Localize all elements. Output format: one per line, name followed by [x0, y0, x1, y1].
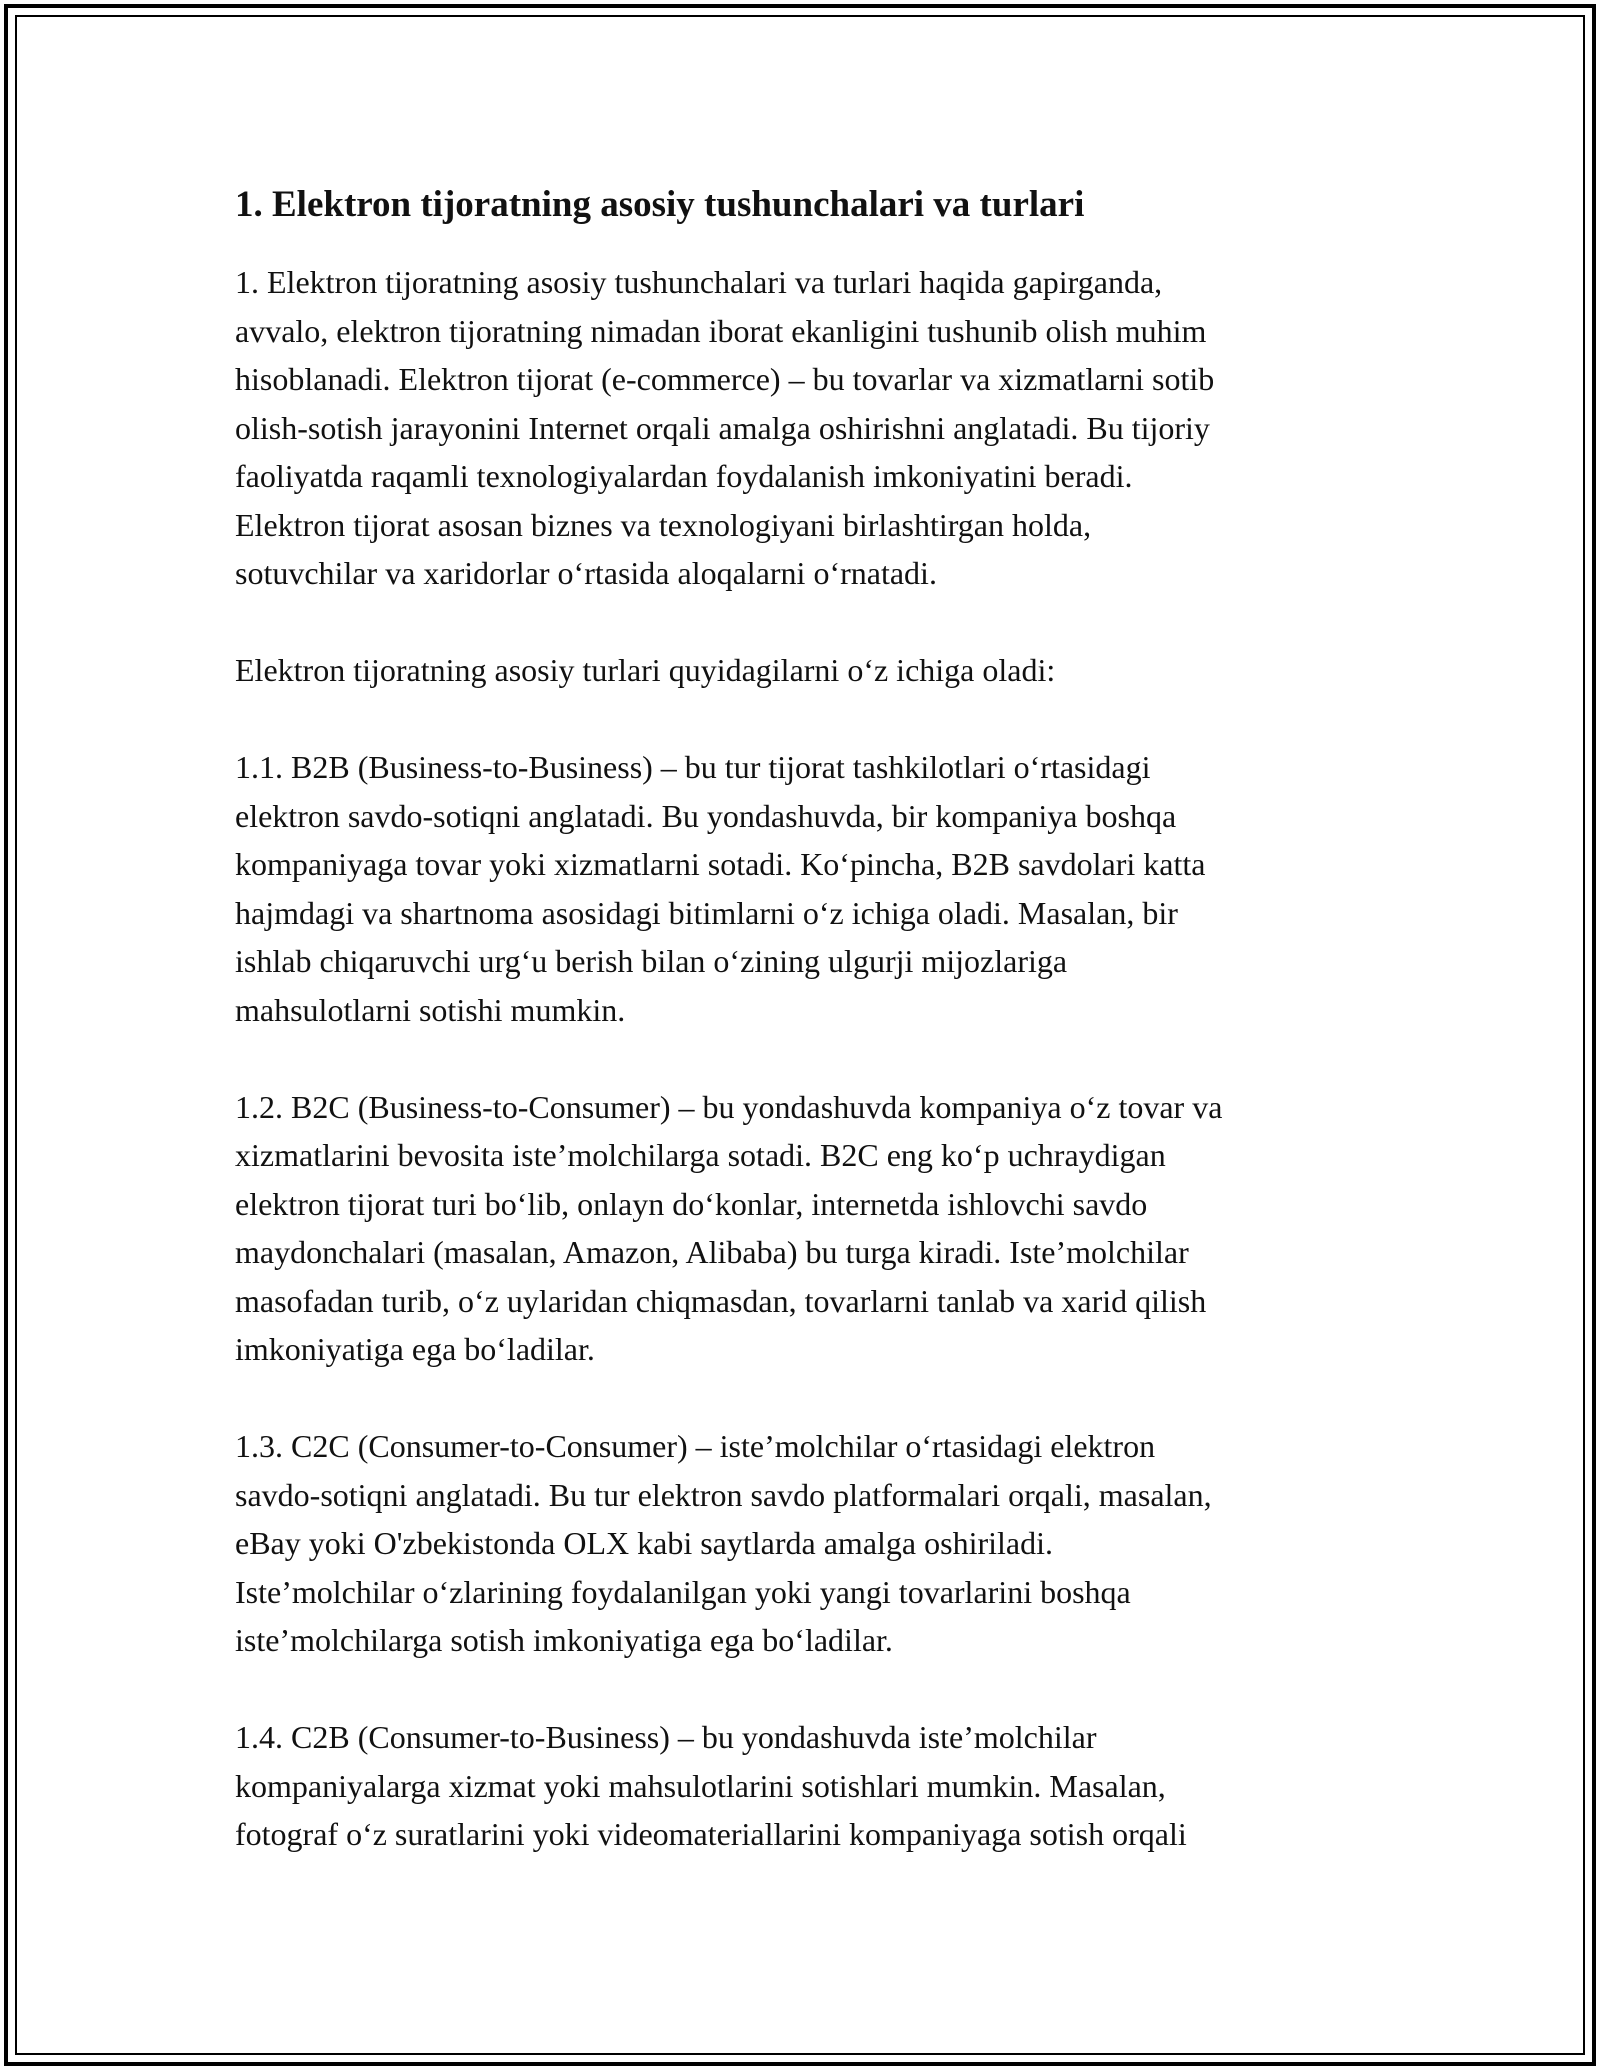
text-line: hajmdagi va shartnoma asosidagi bitimlarni oʻz ichiga oladi. Masalan, bir [235, 894, 1178, 931]
text-line: mahsulotlarni sotishi mumkin. [235, 991, 626, 1028]
text-line: xizmatlarini bevosita isteʼmolchilarga sotadi. B2C eng koʻp uchraydigan [235, 1137, 1166, 1173]
text-line: 1.3. C2C (Consumer-to-Consumer) – isteʼmolchilar oʻrtasidagi elektron [235, 1428, 1156, 1464]
paragraph [235, 743, 1375, 1034]
text-line: Isteʼmolchilar oʻzlarining foydalanilgan yoki yangi tovarlarini boshqa [235, 1573, 1131, 1610]
text-line: sotuvchilar va xaridorlar oʻrtasida aloqalarni oʻrnatadi. [235, 555, 937, 591]
text-line: Elektron tijorat asosan biznes va texnologiyani birlashtirgan holda, [235, 506, 1092, 543]
text-line: elektron tijorat turi boʻlib, onlayn doʻkonlar, internetda ishlovchi savdo [235, 1185, 1148, 1222]
paragraph [235, 1083, 1375, 1374]
text-line: 1. Elektron tijoratning asosiy tushunchalari va turlari haqida gapirganda, [235, 264, 1163, 300]
text-line: hisoblanadi. Elektron tijorat (e-commerce) – bu tovarlar va xizmatlarni sotib [235, 361, 1215, 397]
paragraph-list [235, 258, 1375, 1859]
text-line: Elektron tijoratning asosiy turlari quyidagilarni oʻz ichiga oladi: [235, 652, 1056, 688]
text-line: eBay yoki O'zbekistonda OLX kabi saytlarda amalga oshiriladi. [235, 1525, 1053, 1561]
text-line: 1.4. C2B (Consumer-to-Business) – bu yondashuvda isteʼmolchilar [235, 1719, 1097, 1755]
text-line: imkoniyatiga ega boʻladilar. [235, 1331, 595, 1367]
text-line: avvalo, elektron tijoratning nimadan iborat ekanligini tushunib olish muhim [235, 312, 1207, 349]
text-line: ishlab chiqaruvchi urgʻu berish bilan oʻzining ulgurji mijozlariga [235, 943, 1068, 979]
text-line: 1.1. B2B (Business-to-Business) – bu tur tijorat tashkilotlari oʻrtasidagi [235, 749, 1151, 785]
text-line: masofadan turib, oʻz uylaridan chiqmasdan, tovarlarni tanlab va xarid qilish [235, 1282, 1207, 1319]
text-line: kompaniyaga tovar yoki xizmatlarni sotadi. Koʻpincha, B2B savdolari katta [235, 846, 1206, 882]
document-title: 1. Elektron tijoratning asosiy tushunchalari va turlari [235, 184, 1085, 225]
text-line: kompaniyalarga xizmat yoki mahsulotlarini sotishlari mumkin. Masalan, [235, 1767, 1166, 1804]
text-line: faoliyatda raqamli texnologiyalardan foydalanish imkoniyatini beradi. [235, 458, 1133, 494]
text-line: olish-sotish jarayonini Internet orqali amalga oshirishni anglatadi. Bu tijoriy [235, 409, 1210, 446]
text-line: savdo-sotiqni anglatadi. Bu tur elektron savdo platformalari orqali, masalan, [235, 1476, 1212, 1513]
text-line: maydonchalari (masalan, Amazon, Alibaba) bu turga kiradi. Isteʼmolchilar [235, 1234, 1189, 1270]
paragraph [235, 1713, 1375, 1859]
paragraph [235, 1422, 1375, 1665]
text-line: fotograf oʻz suratlarini yoki videomateriallarini kompaniyaga sotish orqali [235, 1816, 1187, 1852]
paragraph [235, 646, 1375, 695]
document-body [235, 182, 1375, 1907]
text-line: elektron savdo-sotiqni anglatadi. Bu yondashuvda, bir kompaniya boshqa [235, 797, 1177, 834]
paragraph [235, 258, 1375, 598]
text-line: 1.2. B2C (Business-to-Consumer) – bu yondashuvda kompaniya oʻz tovar va [235, 1088, 1223, 1125]
text-line: isteʼmolchilarga sotish imkoniyatiga ega boʻladilar. [235, 1622, 893, 1658]
